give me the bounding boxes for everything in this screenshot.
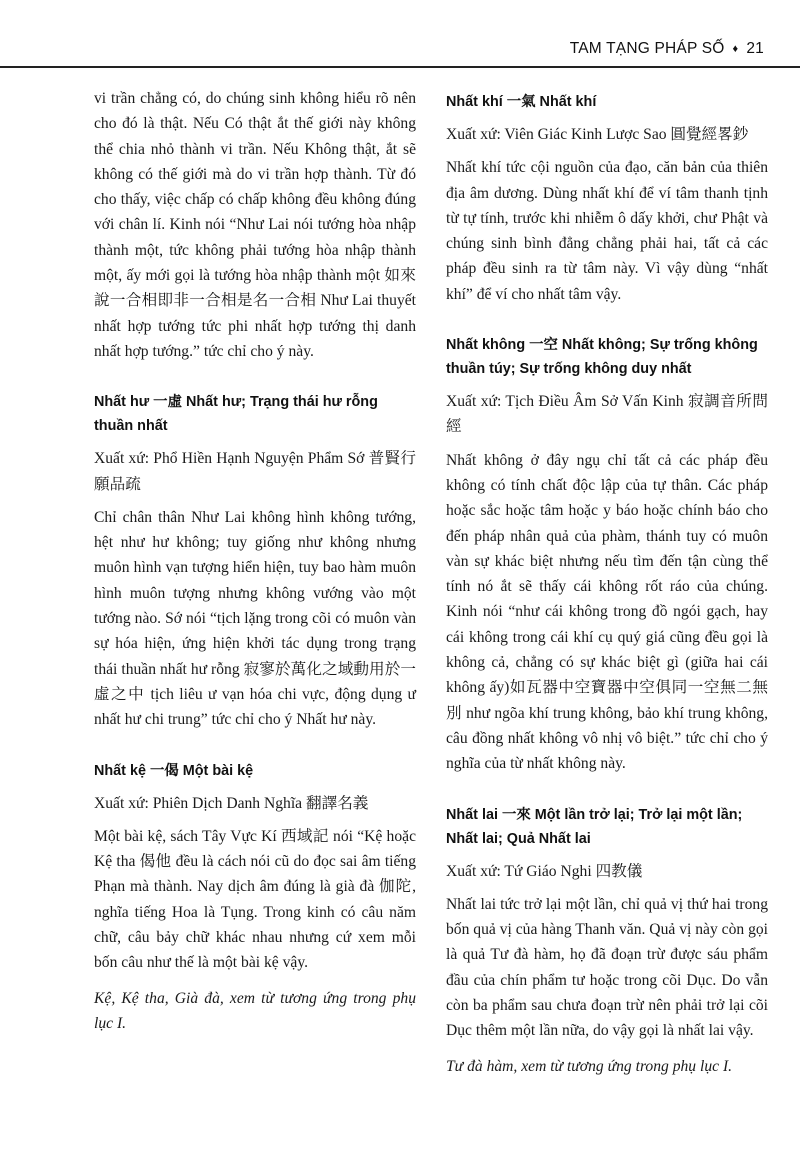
entry-source-nhat-khi: Xuất xứ: Viên Giác Kinh Lược Sao 圓覺經畧鈔 — [446, 126, 749, 143]
entry-heading-nhat-khong: Nhất không 一空 Nhất không; Sự trống không thuần túy; Sự trống không duy nhất — [446, 337, 758, 378]
entry-note-nhat-lai: Tư đà hàm, xem từ tương ứng trong phụ lục I. — [446, 1057, 733, 1075]
page-number: 21 — [746, 40, 764, 57]
left-column — [94, 86, 416, 1046]
diamond-separator-icon: ♦ — [732, 43, 739, 55]
entry-body-nhat-ke: Một bài kệ, sách Tây Vực Kí 西域記 nói “Kệ hoặc Kệ tha 偈他 đều là cách nói cũ do đọc sai âm tiếng Phạn mà thành. Nay dịch âm đúng là già đà 伽陀, nghĩa tiếng Hoa là Tụng. Trong kinh có câu năm chữ, câu bảy chữ khác nhau nhưng cứ xem mỗi bốn câu như thế là một bài kệ vậy. — [94, 827, 416, 972]
entry-heading-nhat-lai: Nhất lai 一來 Một lần trở lại; Trở lại một lần; Nhất lai; Quả Nhất lai — [446, 806, 743, 847]
right-column — [446, 86, 768, 1089]
entry-source-nhat-ke: Xuất xứ: Phiên Dịch Danh Nghĩa 翻譯名義 — [94, 794, 369, 812]
entry-note-nhat-ke: Kệ, Kệ tha, Già đà, xem từ tương ứng trong phụ lục I. — [94, 989, 416, 1032]
entry-source-nhat-lai: Xuất xứ: Tứ Giáo Nghi 四教儀 — [446, 862, 643, 880]
entry-body-nhat-khong: Nhất không ở đây ngụ chỉ tất cả các pháp đều không có tính chất độc lập của tự thân. Các pháp hoặc sắc hoặc tâm hoặc y báo hoặc chính báo cho đến pháp nhân quả của phàm, thánh tuy có muôn vàn sự khác biệt nhưng nếu tìm đến tận cùng thể tính nó ắt sẽ thấy cái không rốt ráo của chúng. Kinh nói “như cái không trong đồ ngói gạch, hay cái không trong cái khí cụ quý giá cũng đều gọi là không cả, chẳng có sự khác biệt gì (giữa hai cái không ấy)如瓦器中空寶器中空俱同一空無二無別 như ngõa khí trung không, bảo khí trung không, câu đồng nhất không vô nhị vô biệt.” tức chỉ cho ý nghĩa của từ nhất không này. — [446, 451, 768, 773]
header-rule — [0, 66, 800, 68]
book-title: TAM TẠNG PHÁP SỐ — [569, 40, 725, 57]
continuation-paragraph: vi trần chẳng có, do chúng sinh không hiểu rõ nên cho đó là thật. Nếu Có thật ắt thế giới này không thể chia nhỏ thành vi trần. Nếu Không thật, ắt sẽ không có thế giới mà do vi trần hợp thành. Từ đó cho thấy, việc chấp có chấp không đều không đúng với chân lí. Kinh nói “Như Lai nói tướng hòa nhập thành một, tức không phải tướng hòa nhập thành một, ấy mới gọi là tướng hòa nhập thành một 如來說一合相即非一合相是名一合相 Như Lai thuyết nhất hợp tướng tức phi nhất hợp tướng thị danh nhất hợp tướng.” tức chỉ cho ý này. — [94, 90, 416, 360]
entry-body-nhat-hu: Chỉ chân thân Như Lai không hình không tướng, hệt như hư không; tuy giống như không nhưng muôn hình vạn tượng hiển hiện, tuy bao hàm muôn hình muôn tượng nhưng không vướng vào một tướng nào. Sớ nói “tịch lặng trong cõi có muôn vàn sự hóa hiện, ứng hiện khởi tác dụng trong trạng thái thuần nhất hư rỗng 寂寥於萬化之域動用於一虛之中 tịch liêu ư vạn hóa chi vực, động dụng ư nhất hư chi trung” tức chỉ cho ý Nhất hư này. — [94, 508, 416, 729]
entry-source-nhat-hu: Xuất xứ: Phổ Hiền Hạnh Nguyện Phẩm Sớ 普賢行願品疏 — [94, 450, 416, 493]
entry-heading-nhat-khi: Nhất khí 一氣 Nhất khí — [446, 94, 597, 110]
entry-body-nhat-lai: Nhất lai tức trở lại một lần, chỉ quả vị thứ hai trong bốn quả vị của hàng Thanh văn. Quả vị này còn gọi là quả Tư đà hàm, họ đã đoạn trừ được sáu phẩm đầu của chín phẩm tư hoặc trong cõi Dục. Do vẫn còn ba phẩm sau chưa đoạn trừ nên phải trở lại cõi Dục thêm một lần nữa, do vậy gọi là nhất lai vậy. — [446, 895, 768, 1040]
running-header — [570, 36, 764, 62]
entry-source-nhat-khong: Xuất xứ: Tịch Điều Âm Sở Vấn Kinh 寂調音所問經 — [446, 393, 768, 436]
entry-heading-nhat-ke: Nhất kệ 一偈 Một bài kệ — [94, 762, 254, 779]
entry-heading-nhat-hu: Nhất hư 一虛 Nhất hư; Trạng thái hư rỗng thuần nhất — [94, 394, 378, 435]
entry-body-nhat-khi: Nhất khí tức cội nguồn của đạo, căn bản của thiên địa âm dương. Dùng nhất khí để ví tâm thanh tịnh từ tự tính, trước khi nhiễm ô dấy khởi, chư Phật và chúng sinh bình đẳng chẳng phải hai, tất cả các pháp đều sinh ra từ tâm này. Vì vậy dùng “nhất khí” để ví cho nhất tâm vậy. — [446, 159, 768, 303]
